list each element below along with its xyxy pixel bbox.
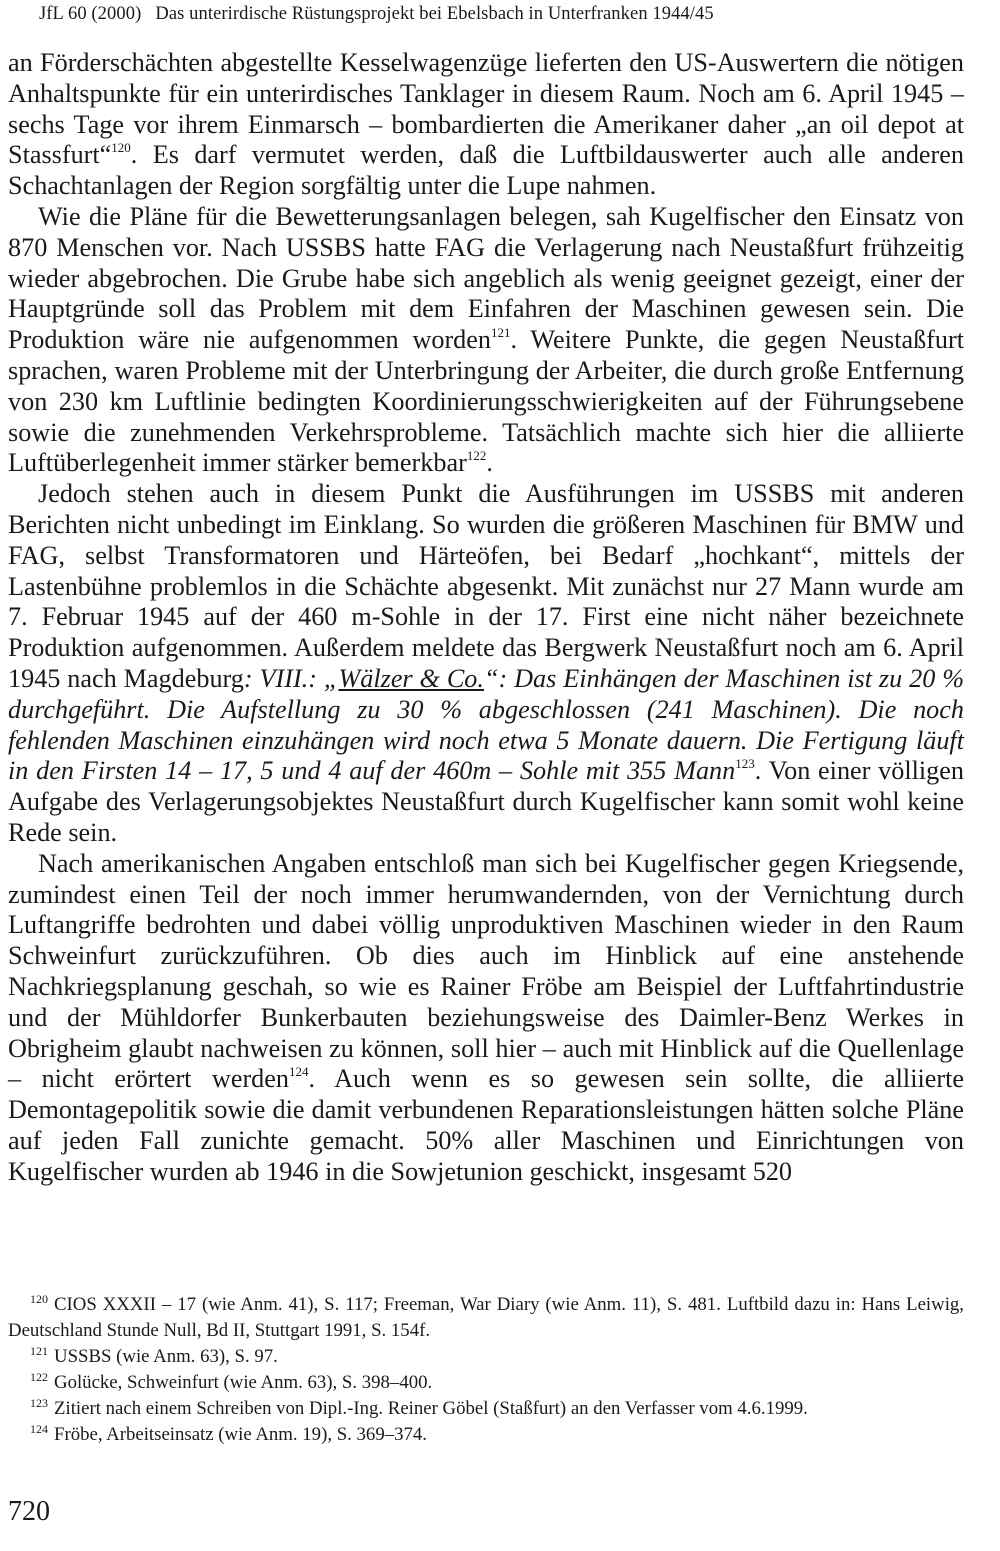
underlined-quote: Wälzer & Co.: [338, 663, 484, 693]
footnote-text: Zitiert nach einem Schreiben von Dipl.-Ing. Reiner Göbel (Staßfurt) an den Verfasser vom 4.6.1999.: [54, 1398, 808, 1419]
page-number: 720: [8, 1496, 50, 1527]
article-title: Das unterirdische Rüstungsprojekt bei Ebelsbach in Unterfranken 1944/45: [155, 4, 714, 24]
footnote-number: 124: [30, 1422, 48, 1436]
footnote: [8, 1292, 964, 1344]
footnote-number: 121: [30, 1344, 48, 1358]
paragraph: [8, 479, 964, 849]
paragraph: [8, 202, 964, 479]
journal-reference: JfL 60 (2000): [39, 4, 142, 24]
footnote: [8, 1396, 964, 1422]
footnote-reference: 122: [466, 448, 487, 464]
text-run: Jedoch stehen auch in diesem Punkt die Ausführungen im USSBS mit anderen Berichten nicht unbedingt im Einklang. So wurden die größeren Maschinen für BMW und FAG, selbst Transformatoren und Härteöfen, bei Bedarf „hochkant“, mittels der Lastenbühne problemlos in die Schächte abgesenkt. Mit zunächst nur 27 Mann wurde am 7. Februar 1945 auf der 460 m-Sohle in der 17. First eine nicht näher bezeichnete Produktion aufgenommen. Außerdem meldete das Bergwerk Neustaßfurt noch am 6. April 1945 nach Magdeburg: [8, 479, 964, 693]
footnote-text: USSBS (wie Anm. 63), S. 97.: [54, 1346, 278, 1367]
footnote-number: 120: [30, 1292, 48, 1306]
footnotes: [8, 1292, 964, 1448]
quoted-text: : VIII.: „: [243, 663, 339, 693]
text-run: .: [486, 448, 493, 478]
footnote-reference: 120: [111, 140, 131, 156]
footnote-reference: 123: [735, 756, 755, 772]
text-run: Wie die Pläne für die Bewetterungsanlagen belegen, sah Kugelfischer den Einsatz von 870 Menschen vor. Nach USSBS hatte FAG die Verlagerung nach Neustaßfurt frühzeitig wieder abgebrochen. Die Grube habe sich angeblich als wenig geeignet gezeigt, einer der Hauptgründe soll das Problem mit dem Einfahren der Maschinen gewesen sein. Die Produktion wäre nie aufgenommen worden: [8, 201, 964, 355]
paragraph: [8, 849, 964, 1188]
footnote: [8, 1422, 964, 1448]
footnote-number: 122: [30, 1370, 48, 1384]
paragraph: [8, 48, 964, 202]
text-run: . Weitere Punkte, die gegen Neustaßfurt sprachen, waren Probleme mit der Unterbringung der Arbeiter, die durch große Entfernung von 230 km Luftlinie bedingten Koordinierungsschwierigkeiten auf der Führungsebene sowie die zunehmenden Verkehrsprobleme. Tatsächlich machte sich hier die alliierte Luftüberlegenheit immer stärker bemerkbar: [8, 325, 964, 478]
footnote-reference: 124: [289, 1064, 309, 1080]
quoted-text: “: Das Einhängen der Maschinen ist zu 20 % durchgeführt. Die Aufstellung zu 30 % abgeschlossen (241 Maschinen). Die noch fehlenden Maschinen einzuhängen wird noch etwa 5 Monate dauern. Die Fertigung läuft in den Firsten 14 – 17, 5 und 4 auf der 460m – Sohle mit 355 Mann: [8, 663, 965, 786]
footnote-text: Golücke, Schweinfurt (wie Anm. 63), S. 398–400.: [54, 1372, 433, 1393]
running-header: [39, 4, 714, 25]
text-run: . Von einer völligen Aufgabe des Verlagerungsobjektes Neustaßfurt durch Kugelfischer kann somit wohl keine Rede sein.: [8, 756, 964, 847]
text-run: . Auch wenn es so gewesen sein sollte, die alliierte Demontagepolitik sowie die damit verbundenen Reparationsleistungen hätten solche Pläne auf jeden Fall zunichte gemacht. 50% aller Maschinen und Einrichtungen von Kugelfischer wurden ab 1946 in die Sowjetunion geschickt, insgesamt 520: [8, 1064, 964, 1186]
text-run: Nach amerikanischen Angaben entschloß man sich bei Kugelfischer gegen Kriegsende, zumindest einen Teil der noch immer herumwandernden, von der Vernichtung durch Luftangriffe bedrohten und dabei völlig unproduktiven Maschinen wieder in den Raum Schweinfurt zurückzuführen. Ob dies auch im Hinblick auf eine anstehende Nachkriegsplanung geschah, so wie es Rainer Fröbe am Beispiel der Luftfahrtindustrie und der Mühldorfer Bunkerbauten beziehungsweise des Daimler-Benz Werkes in Obrigheim glaubt nachweisen zu können, soll hier – auch mit Hinblick auf die Quellenlage – nicht erörtert werden: [8, 848, 964, 1094]
footnote-text: CIOS XXXII – 17 (wie Anm. 41), S. 117; Freeman, War Diary (wie Anm. 11), S. 481. Luftbild dazu in: Hans Leiwig, Deutschland Stunde Null, Bd II, Stuttgart 1991, S. 154f.: [8, 1294, 964, 1341]
footnote: [8, 1370, 964, 1396]
footnote-reference: 121: [491, 325, 511, 341]
footnote: [8, 1344, 964, 1370]
body-text: [8, 48, 964, 1187]
footnote-number: 123: [30, 1396, 48, 1410]
footnote-text: Fröbe, Arbeitseinsatz (wie Anm. 19), S. 369–374.: [54, 1424, 427, 1445]
text-run: an Förderschächten abgestellte Kesselwagenzüge lieferten den US-Auswertern die nötigen Anhaltspunkte für ein unterirdisches Tanklager in diesem Raum. Noch am 6. April 1945 – sechs Tage vor ihrem Einmarsch – bombardierten die Amerikaner daher „an oil depot at Stassfurt“: [8, 48, 964, 170]
text-run: . Es darf vermutet werden, daß die Luftbildauswerter auch alle anderen Schachtanlagen der Region sorgfältig unter die Lupe nahmen.: [8, 140, 964, 201]
